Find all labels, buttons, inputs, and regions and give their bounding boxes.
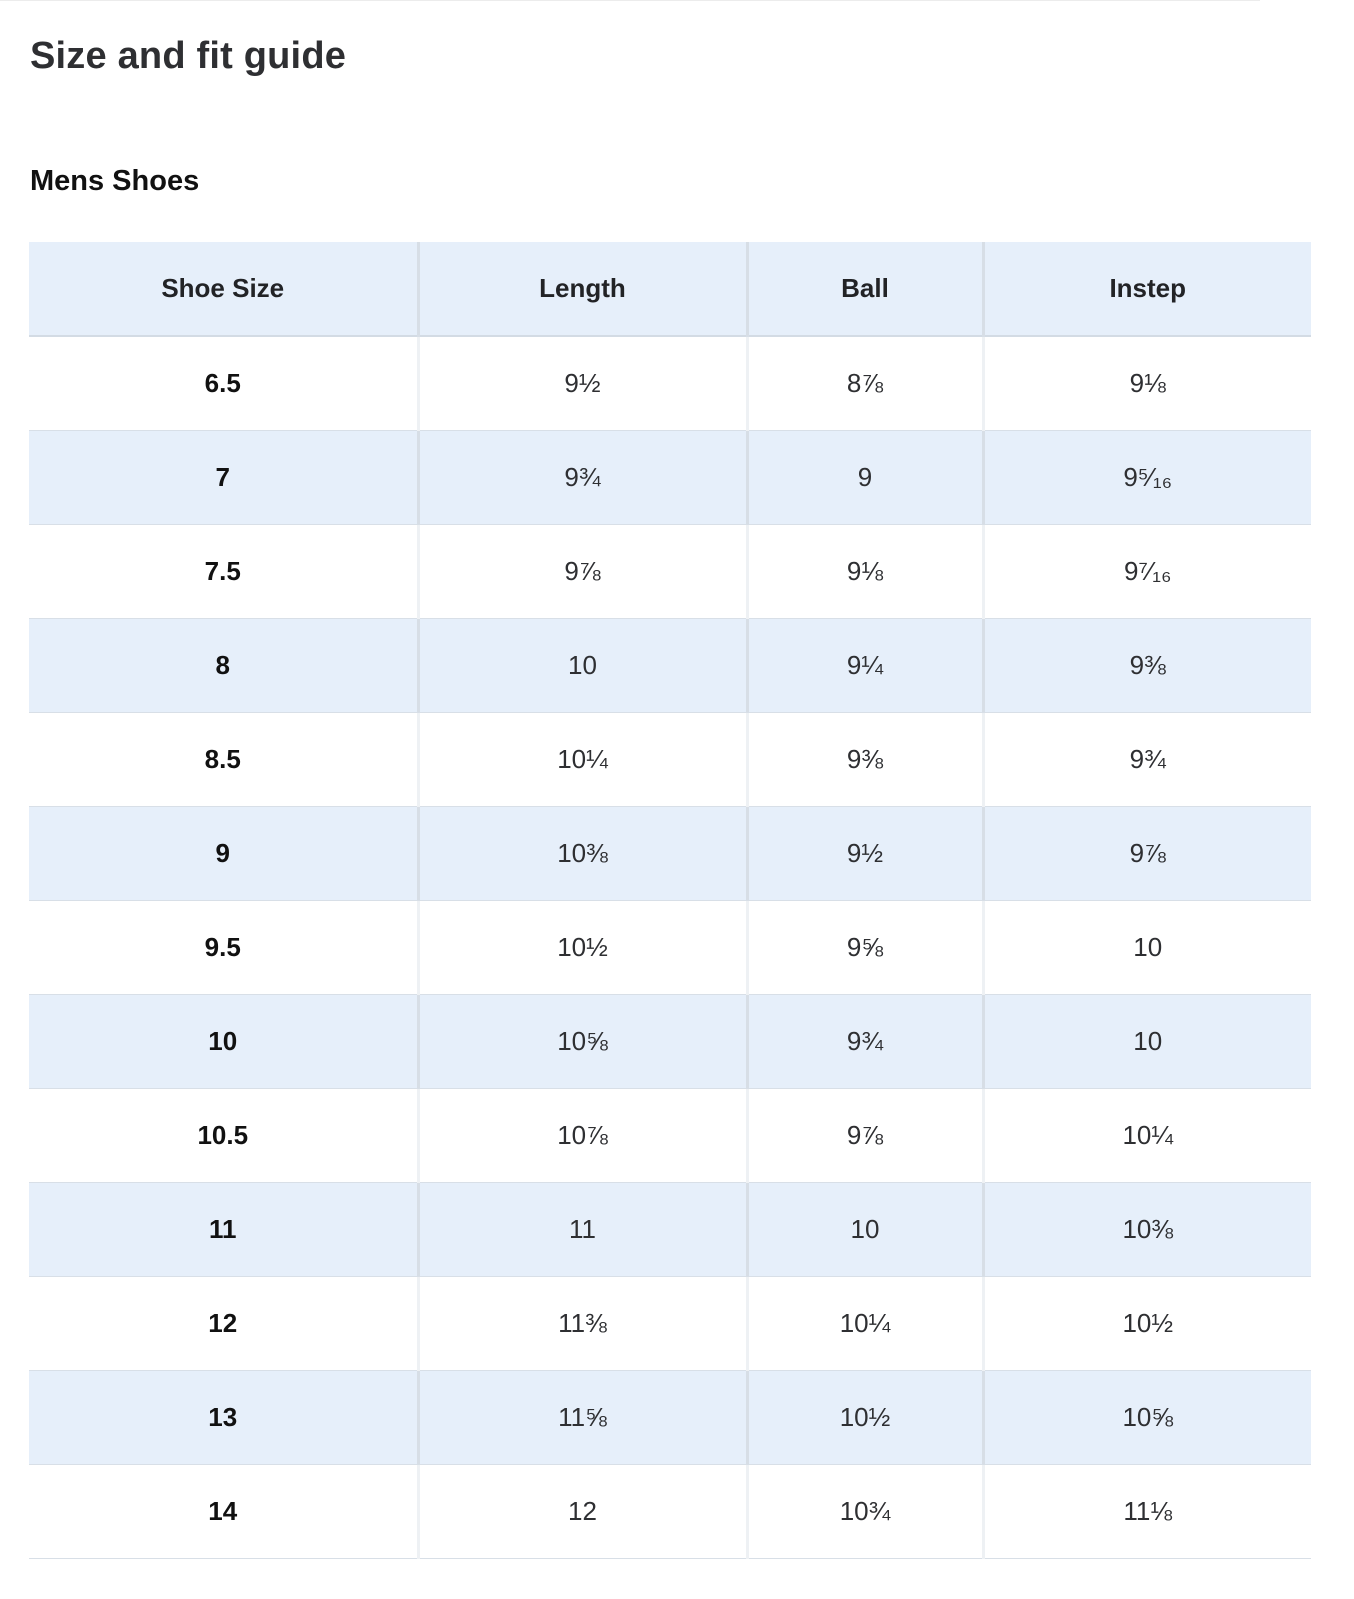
shoe-size-cell: 7 xyxy=(29,431,418,525)
instep-cell: 10 xyxy=(983,901,1311,995)
shoe-size-cell: 13 xyxy=(29,1371,418,1465)
instep-cell: 10½ xyxy=(983,1277,1311,1371)
instep-cell: 10¼ xyxy=(983,1089,1311,1183)
ball-cell: 9 xyxy=(747,431,983,525)
table-row xyxy=(29,1277,1311,1371)
size-chart-body xyxy=(29,336,1311,1559)
table-row xyxy=(29,1371,1311,1465)
ball-cell: 10¾ xyxy=(747,1465,983,1559)
shoe-size-cell: 8 xyxy=(29,619,418,713)
length-cell: 10¼ xyxy=(418,713,747,807)
table-row xyxy=(29,525,1311,619)
size-chart-table xyxy=(29,242,1311,1559)
length-cell: 10⅞ xyxy=(418,1089,747,1183)
length-cell: 10⅝ xyxy=(418,995,747,1089)
ball-cell: 10 xyxy=(747,1183,983,1277)
instep-cell: 10 xyxy=(983,995,1311,1089)
table-row xyxy=(29,807,1311,901)
size-chart-header xyxy=(29,242,1311,336)
table-row xyxy=(29,713,1311,807)
ball-cell: 9¼ xyxy=(747,619,983,713)
instep-cell: 9⁷⁄₁₆ xyxy=(983,525,1311,619)
ball-cell: 9⅜ xyxy=(747,713,983,807)
page-title: Size and fit guide xyxy=(30,35,347,77)
instep-cell: 9⅜ xyxy=(983,619,1311,713)
instep-cell: 9¾ xyxy=(983,713,1311,807)
length-cell: 10½ xyxy=(418,901,747,995)
instep-cell: 9⁵⁄₁₆ xyxy=(983,431,1311,525)
shoe-size-cell: 7.5 xyxy=(29,525,418,619)
instep-cell: 10⅜ xyxy=(983,1183,1311,1277)
instep-cell: 10⅝ xyxy=(983,1371,1311,1465)
shoe-size-cell: 10 xyxy=(29,995,418,1089)
ball-cell: 10½ xyxy=(747,1371,983,1465)
column-header-length: Length xyxy=(418,242,747,336)
length-cell: 11⅜ xyxy=(418,1277,747,1371)
table-row xyxy=(29,336,1311,431)
shoe-size-cell: 9.5 xyxy=(29,901,418,995)
ball-cell: 9⅞ xyxy=(747,1089,983,1183)
ball-cell: 9⅛ xyxy=(747,525,983,619)
top-divider xyxy=(0,0,1260,1)
table-row xyxy=(29,995,1311,1089)
instep-cell: 11⅛ xyxy=(983,1465,1311,1559)
length-cell: 12 xyxy=(418,1465,747,1559)
table-row xyxy=(29,1089,1311,1183)
length-cell: 10 xyxy=(418,619,747,713)
shoe-size-cell: 8.5 xyxy=(29,713,418,807)
table-row xyxy=(29,1465,1311,1559)
length-cell: 9⅞ xyxy=(418,525,747,619)
column-header-instep: Instep xyxy=(983,242,1311,336)
ball-cell: 9¾ xyxy=(747,995,983,1089)
column-header-ball: Ball xyxy=(747,242,983,336)
ball-cell: 9½ xyxy=(747,807,983,901)
table-row xyxy=(29,1183,1311,1277)
shoe-size-cell: 11 xyxy=(29,1183,418,1277)
length-cell: 9¾ xyxy=(418,431,747,525)
length-cell: 9½ xyxy=(418,336,747,431)
length-cell: 11 xyxy=(418,1183,747,1277)
instep-cell: 9⅞ xyxy=(983,807,1311,901)
length-cell: 10⅜ xyxy=(418,807,747,901)
ball-cell: 9⅝ xyxy=(747,901,983,995)
shoe-size-cell: 12 xyxy=(29,1277,418,1371)
section-title-mens-shoes: Mens Shoes xyxy=(30,165,200,197)
instep-cell: 9⅛ xyxy=(983,336,1311,431)
ball-cell: 8⅞ xyxy=(747,336,983,431)
shoe-size-cell: 10.5 xyxy=(29,1089,418,1183)
shoe-size-cell: 6.5 xyxy=(29,336,418,431)
length-cell: 11⅝ xyxy=(418,1371,747,1465)
shoe-size-cell: 9 xyxy=(29,807,418,901)
table-row xyxy=(29,431,1311,525)
table-row xyxy=(29,619,1311,713)
ball-cell: 10¼ xyxy=(747,1277,983,1371)
header-row xyxy=(29,242,1311,336)
table-row xyxy=(29,901,1311,995)
shoe-size-cell: 14 xyxy=(29,1465,418,1559)
column-header-shoe-size: Shoe Size xyxy=(29,242,418,336)
